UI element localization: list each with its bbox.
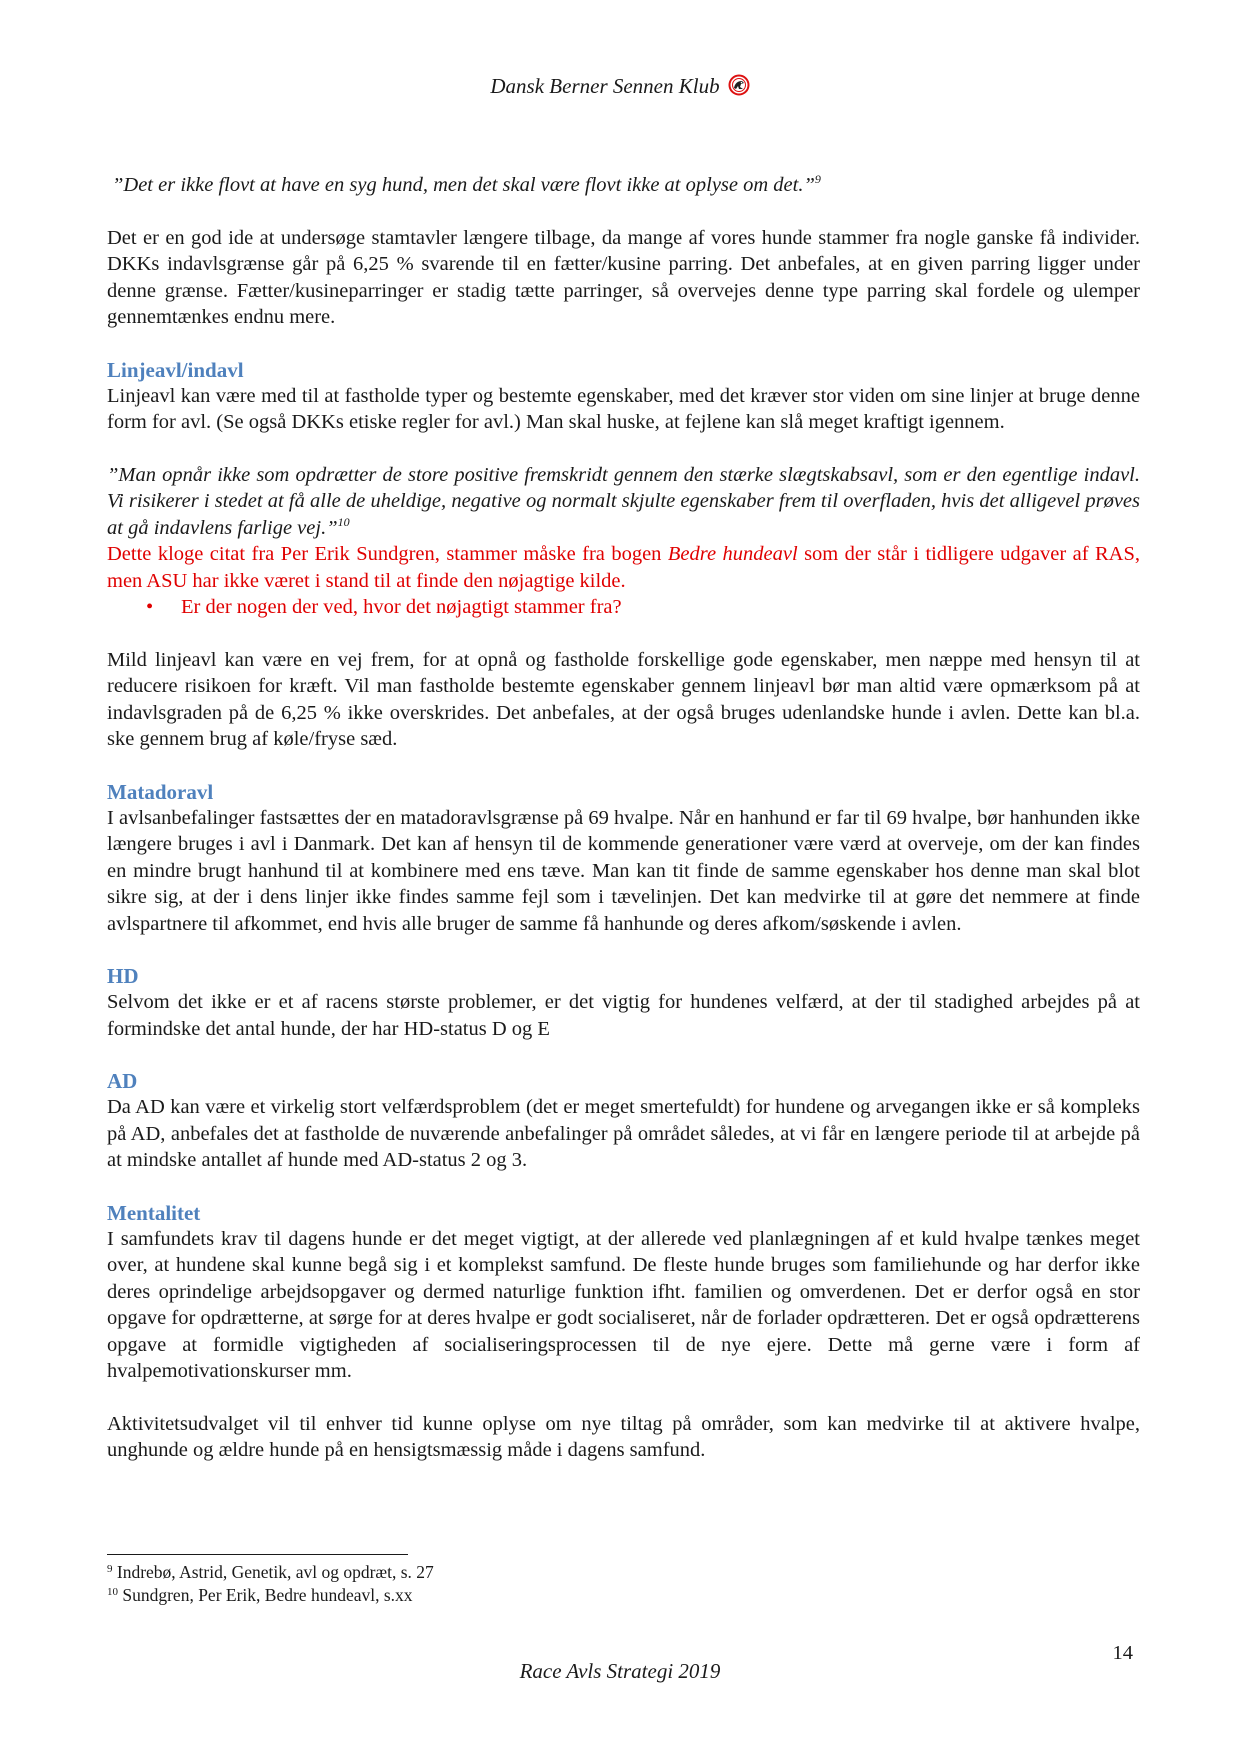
citation-note-book: Bedre hundeavl [667,543,798,565]
paragraph-hd: Selvom det ikke er et af racens største problemer, er det vigtig for hundenes velfærd, at der til stadighed arbejdes på at formindske det antal hunde, der har HD-status D og E [107,991,1140,1040]
paragraph-mentalitet: I samfundets krav til dagens hunde er det meget vigtigt, at der allerede ved planlægningen af et kuld hvalpe tænkes meget over, at hundene skal kunne begå sig i et komplekst samfund. De fleste hunde bruges som familiehunde og har derfor ikke deres oprindelige arbejdsopgaver og dermed naturlige funktion ifht. familien og omverdenen. Det er derfor også en stor opgave for opdrætterne, at sørge for at deres hvalpe er godt socialiseret, når de forlader opdrætteren. Det er også opdrætterens opgave at formidle vigtigheden af socialiseringsprocessen til de nye ejere. Dette må gerne være i form af hvalpemotivationskurser mm. [107,1227,1140,1382]
header-title: Dansk Berner Sennen Klub [490,74,720,98]
footnote-item [107,1584,1007,1607]
paragraph-linjeavl: Linjeavl kan være med til at fastholde typer og bestemte egenskaber, med det kræver stor viden om sine linjer at bruge denne form for avl. (Se også DKKs etiske regler for avl.) Man skal huske, at fejlene kan slå meget kraftigt igennem. [107,384,1140,433]
heading-hd: HD [107,964,139,988]
citation-note-before: Dette kloge citat fra Per Erik Sundgren, stammer måske fra bogen [107,543,668,565]
footnote-text: Indrebø, Astrid, Genetik, avl og opdræt, s. 27 [116,1562,434,1582]
footnote-item [107,1561,1007,1584]
heading-matadoravl: Matadoravl [107,779,214,804]
paragraph-stamtavler: Det er en god ide at undersøge stamtavler længere tilbage, da mange af vores hunde stammer fra nogle ganske få individer. DKKs indavlsgrænse går på 6,25 % svarende til en fætter/kusine parring. Det anbefales, at en given parring ligger under denne grænse. Fætter/kusineparringer er stadig tætte parringer, så overvejes denne type parring skal fordele og ulemper gennemtænkes endnu mere. [107,226,1140,328]
paragraph-ad: Da AD kan være et virkelig stort velfærdsproblem (det er meget smertefuldt) for hundene og arvegangen ikke er så kompleks på AD, anbefales det at fastholde de nuværende anbefalinger på området således, at vi får en længere periode til at arbejde på at mindske antallet af hunde med AD-status 2 og 3. [107,1096,1140,1171]
page-number: 14 [1112,1642,1133,1664]
heading-linjeavl: Linjeavl/indavl [107,357,244,382]
citation-note [107,541,1140,594]
footnote-text: Sundgren, Per Erik, Bedre hundeavl, s.xx [122,1585,413,1605]
sundgren-quote [107,462,1140,542]
page-body [107,172,1140,1464]
footnote-ref: 9 [814,172,821,186]
footnote-separator [107,1554,408,1555]
heading-ad: AD [107,1069,138,1093]
footnotes [107,1561,1007,1607]
citation-note-after: som der står i tidligere udgaver af RAS, men ASU har ikke været i stand til at finde den nøjagtige kilde. [107,543,1141,592]
footnote-number: 10 [107,1586,118,1598]
club-logo-icon [728,74,750,102]
list-item: • Er der nogen der ved, hvor det nøjagtigt stammer fra? [107,594,1140,621]
footer-title: Race Avls Strategi 2019 [519,1659,721,1683]
heading-mentalitet: Mentalitet [107,1200,201,1225]
paragraph-mild-linjeavl: Mild linjeavl kan være en vej frem, for at opnå og fastholde forskellige gode egenskaber, men næppe med hensyn til at reducere risikoen for kræft. Vil man fastholde bestemte egenskaber gennem linjeavl bør man altid være opmærksom på at indavlsgraden på de 6,25 % ikke overskrides. Det anbefales, at der også bruges udenlandske hunde i avlen. Dette kan bl.a. ske gennem brug af køle/fryse sæd. [107,648,1140,750]
intro-quote [107,172,1140,199]
sundgren-quote-text: ”Man opnår ikke som opdrætter de store positive fremskridt gennem den stærke slægtskabsavl, som er den egentlige indavl. Vi risikerer i stedet at få alle de uheldige, negative og normalt skjulte egenskaber frem til overfladen, hvis det alligevel prøves at gå indavlens farlige vej.” [107,463,1140,539]
page-footer [0,1659,1240,1684]
paragraph-matadoravl: I avlsanbefalinger fastsættes der en matadoravlsgrænse på 69 hvalpe. Når en hanhund er far til 69 hvalpe, bør hanhunden ikke længere bruges i avl i Danmark. Det kan af hensyn til de kommende generationer være værd at overveje, om der kan findes en mindre brugt hanhund til at kombinere med ens tæve. Man kan tit finde de samme egenskaber hos denne man skal blot sikre sig, at der i dens linjer ikke findes samme fejl som i tævelinjen. Det kan medvirke til at gøre det nemmere at finde avlspartnere til afkommet, end hvis alle bruger de samme få hanhunde og deres afkom/søskende i avlen. [107,806,1140,935]
bullet-list [107,594,1140,621]
footnote-number: 9 [107,1563,113,1575]
paragraph-aktivitetsudvalget: Aktivitetsudvalget vil til enhver tid kunne oplyse om nye tiltag på områder, som kan medvirke til at aktivere hvalpe, unghunde og ældre hunde på en hensigtsmæssig måde i dagens samfund. [107,1412,1140,1461]
footnote-ref: 10 [337,514,350,529]
intro-quote-text: ”Det er ikke flovt at have en syg hund, men det skal være flovt ikke at oplyse om det.” [112,174,815,196]
page-header [0,74,1240,102]
